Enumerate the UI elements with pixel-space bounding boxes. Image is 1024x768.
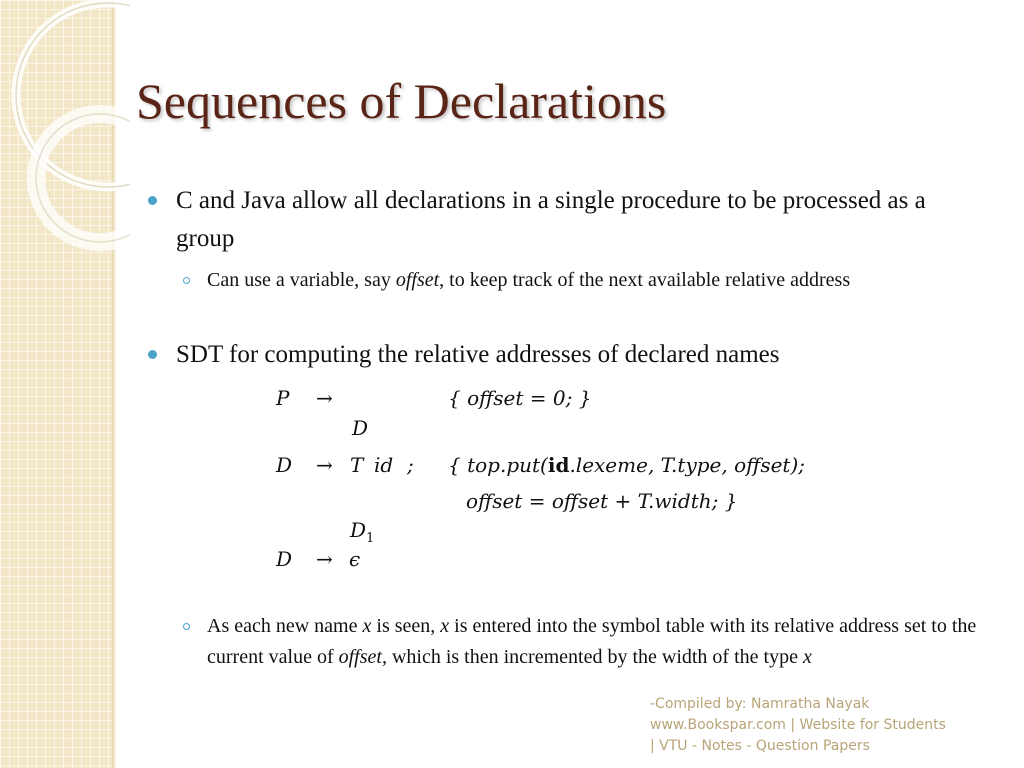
sdt-action-2 <box>448 453 805 477</box>
sub-bullet-marker <box>183 623 190 630</box>
sdt-d1 <box>350 518 374 546</box>
slide-title: Sequences of Declarations <box>136 73 667 129</box>
sdt-lhs-d2: D <box>276 547 293 571</box>
decorative-rings <box>0 0 130 260</box>
sub-bullet-2-var: x <box>802 646 812 668</box>
sdt-t: T <box>350 453 364 477</box>
sdt-semicolon: ; <box>407 453 414 477</box>
bullet-1: C and Java allow all declarations in a single procedure to be processed as a group <box>176 187 926 252</box>
sub-bullet-2-part: is entered into the symbol table with its relative address set to the current value of <box>207 615 977 668</box>
sdt-epsilon: ϵ <box>349 547 361 571</box>
footer-line-1: -Compiled by: Namratha Nayak <box>650 696 870 712</box>
sdt-id: id <box>374 453 394 477</box>
sub-bullet-1 <box>207 265 1017 296</box>
bullet-marker <box>148 350 157 359</box>
sdt-d: D <box>352 416 369 440</box>
sub-bullet-marker <box>183 277 190 284</box>
sdt-d1-base: D <box>350 518 367 542</box>
sub-bullet-2 <box>207 611 1017 673</box>
sub-bullet-2-var: x <box>440 615 450 637</box>
sdt-action-2b: id <box>547 453 570 477</box>
sdt-action-1: { offset = 0; } <box>448 386 592 410</box>
sub-bullet-2-part: which is then incremented by the width of the type <box>386 646 803 668</box>
sub-bullet-1-post: , to keep track of the next available relative address <box>439 269 851 291</box>
sdt-action-2a: { top.put( <box>448 453 548 477</box>
footer-line-2: www.Bookspar.com | Website for Students <box>650 717 946 733</box>
sub-bullet-2-part: is seen, <box>371 615 441 637</box>
sub-bullet-1-pre: Can use a variable, say <box>207 269 396 291</box>
sub-bullet-1-em: offset <box>395 269 440 291</box>
sdt-arrow: → <box>316 453 333 477</box>
sub-bullet-2-em: offset, <box>338 646 387 668</box>
sdt-lhs-d: D <box>276 453 293 477</box>
bullet-marker <box>148 196 157 205</box>
bullet-2: SDT for computing the relative addresses of declared names <box>176 341 780 368</box>
sub-bullet-2-var: x <box>362 615 372 637</box>
sub-bullet-2-part: As each new name <box>207 615 363 637</box>
footer-line-3: | VTU - Notes - Question Papers <box>650 738 870 754</box>
sdt-lhs-p: P <box>276 386 290 410</box>
sdt-d1-sub: 1 <box>366 531 375 546</box>
sdt-action-2c: .lexeme, T.type, offset); <box>569 453 805 477</box>
sdt-arrow: → <box>316 547 333 571</box>
sdt-action-3: offset = offset + T.width; } <box>466 489 738 513</box>
footer-credits <box>650 694 946 757</box>
sdt-arrow: → <box>316 386 333 410</box>
